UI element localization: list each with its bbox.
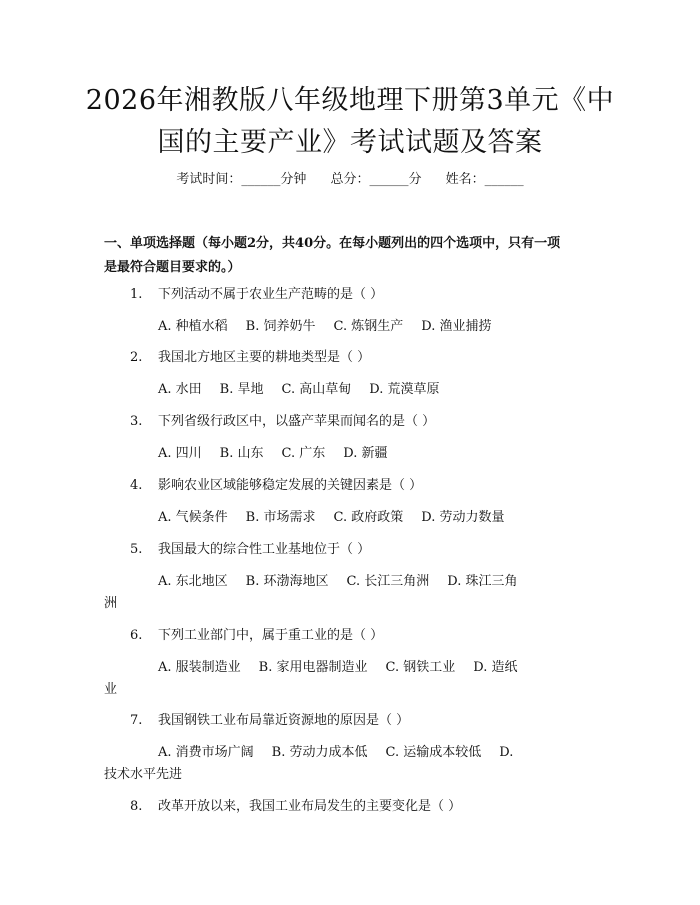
question-1 (130, 283, 383, 302)
question-7 (130, 709, 409, 728)
section-heading (104, 232, 604, 280)
option-a: A. 服装制造业 (158, 660, 241, 675)
option-a: A. 消费市场广阔 (158, 745, 254, 760)
option-d: D. 劳动力数量 (421, 510, 505, 525)
question-7-option-wrap: 技术水平先进 (104, 767, 183, 782)
option-d: D. 珠江三角 (447, 574, 518, 589)
question-number: 7. (130, 713, 143, 728)
question-number: 5. (130, 542, 143, 557)
option-a: A. 东北地区 (158, 574, 228, 589)
question-number: 6. (130, 628, 143, 643)
question-8 (130, 795, 461, 814)
question-4-options (158, 506, 522, 525)
question-3-options (158, 442, 405, 461)
option-a: A. 种植水稻 (158, 319, 228, 334)
option-d: D. 造纸 (473, 660, 518, 675)
question-number: 8. (130, 799, 143, 814)
question-text: 我国北方地区主要的耕地类型是（ ） (158, 350, 371, 365)
option-c: C. 炼钢生产 (333, 319, 404, 334)
student-name-field: 姓名：______ (445, 172, 524, 187)
option-c: C. 长江三角洲 (346, 574, 430, 589)
option-c: C. 广东 (281, 446, 326, 461)
question-number: 1. (130, 287, 143, 302)
total-score-field: 总分：______分 (330, 172, 422, 187)
section-heading-line-2: 是最符合题目要求的。） (104, 260, 241, 275)
question-7-options (158, 741, 513, 760)
option-b: B. 山东 (219, 446, 264, 461)
option-b: B. 饲养奶牛 (245, 319, 316, 334)
option-b: B. 市场需求 (245, 510, 316, 525)
option-a: A. 气候条件 (158, 510, 228, 525)
question-text: 改革开放以来，我国工业布局发生的主要变化是（ ） (158, 799, 462, 814)
option-d: D. 荒漠草原 (369, 382, 440, 397)
question-text: 下列工业部门中，属于重工业的是（ ） (158, 628, 384, 643)
question-5 (130, 538, 370, 557)
option-a: A. 四川 (158, 446, 202, 461)
option-b: B. 旱地 (219, 382, 264, 397)
exam-time-field: 考试时间：______分钟 (176, 172, 307, 187)
option-d: D. (499, 745, 514, 760)
question-6-option-wrap: 业 (104, 682, 118, 697)
question-3 (130, 410, 435, 429)
option-b: B. 环渤海地区 (245, 574, 329, 589)
question-5-option-wrap: 洲 (104, 596, 118, 611)
question-text: 我国钢铁工业布局靠近资源地的原因是（ ） (158, 713, 410, 728)
question-2-options (158, 378, 457, 397)
question-number: 2. (130, 350, 143, 365)
question-text: 下列省级行政区中，以盛产苹果而闻名的是（ ） (158, 414, 436, 429)
question-6-options (158, 656, 517, 675)
option-d: D. 渔业捕捞 (421, 319, 492, 334)
exam-info-row (0, 168, 700, 187)
question-6 (130, 624, 383, 643)
option-c: C. 运输成本较低 (385, 745, 482, 760)
question-text: 影响农业区域能够稳定发展的关键因素是（ ） (158, 478, 423, 493)
title-line-1: 2026年湘教版八年级地理下册第3单元《中 (85, 85, 615, 116)
question-number: 4. (130, 478, 143, 493)
option-b: B. 劳动力成本低 (271, 745, 368, 760)
question-5-options (158, 570, 517, 589)
exam-title (70, 80, 630, 164)
question-number: 3. (130, 414, 143, 429)
option-c: C. 高山草甸 (281, 382, 352, 397)
option-c: C. 钢铁工业 (385, 660, 456, 675)
question-text: 我国最大的综合性工业基地位于（ ） (158, 542, 371, 557)
option-d: D. 新疆 (343, 446, 388, 461)
option-c: C. 政府政策 (333, 510, 404, 525)
option-b: B. 家用电器制造业 (258, 660, 368, 675)
question-4 (130, 474, 422, 493)
question-1-options (158, 315, 509, 334)
section-heading-line-1: 一、单项选择题（每小题2分，共40分。在每小题列出的四个选项中，只有一项 (104, 236, 561, 251)
title-line-2: 国的主要产业》考试试题及答案 (157, 127, 543, 158)
option-a: A. 水田 (158, 382, 202, 397)
question-2 (130, 346, 370, 365)
question-text: 下列活动不属于农业生产范畴的是（ ） (158, 287, 384, 302)
